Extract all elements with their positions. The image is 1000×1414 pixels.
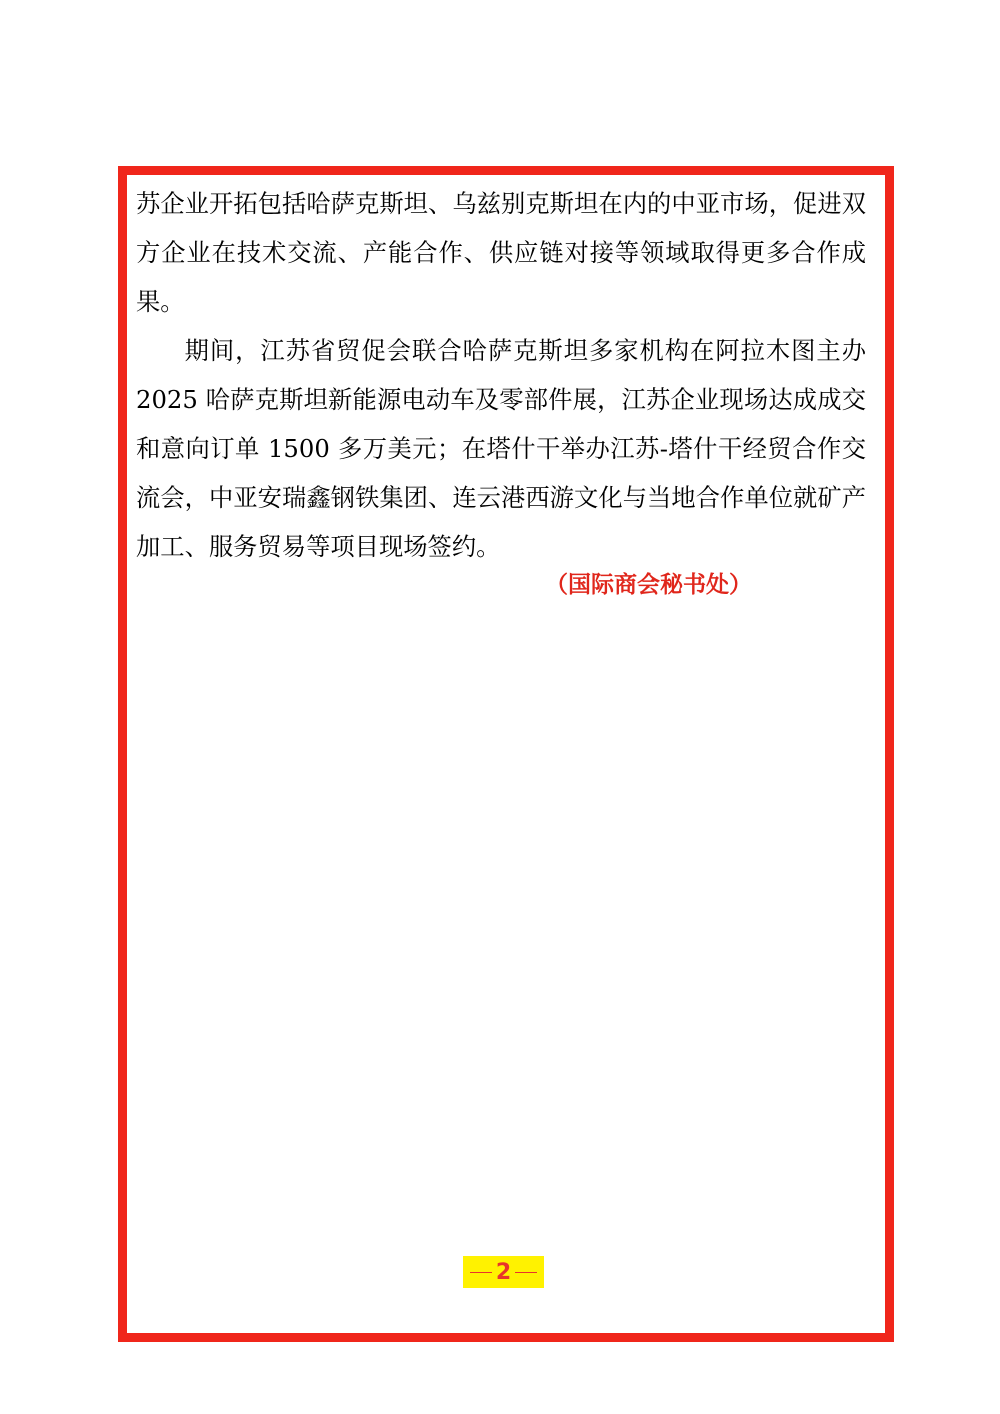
page-number: 2 — [495, 1259, 512, 1285]
paragraph-event-summary: 期间，江苏省贸促会联合哈萨克斯坦多家机构在阿拉木图主办 2025 哈萨克斯坦新能源电动车及零部件展，江苏企业现场达成成交和意向订单 1500 多万美元；在塔什干举办江苏-塔什干经贸合作交流会，中亚安瑞鑫钢铁集团、连云港西游文化与当地合作单位就矿产加工、服务贸易等项目现场签约。 — [136, 336, 866, 561]
article-body — [136, 179, 866, 571]
source-attribution: （国际商会秘书处） — [545, 571, 752, 598]
page-number-badge — [463, 1256, 544, 1288]
paragraph-continuation: 苏企业开拓包括哈萨克斯坦、乌兹别克斯坦在内的中亚市场，促进双方企业在技术交流、产能合作、供应链对接等领域取得更多合作成果。 — [136, 189, 866, 316]
right-dash-icon — [515, 1272, 537, 1273]
left-dash-icon — [470, 1272, 492, 1273]
